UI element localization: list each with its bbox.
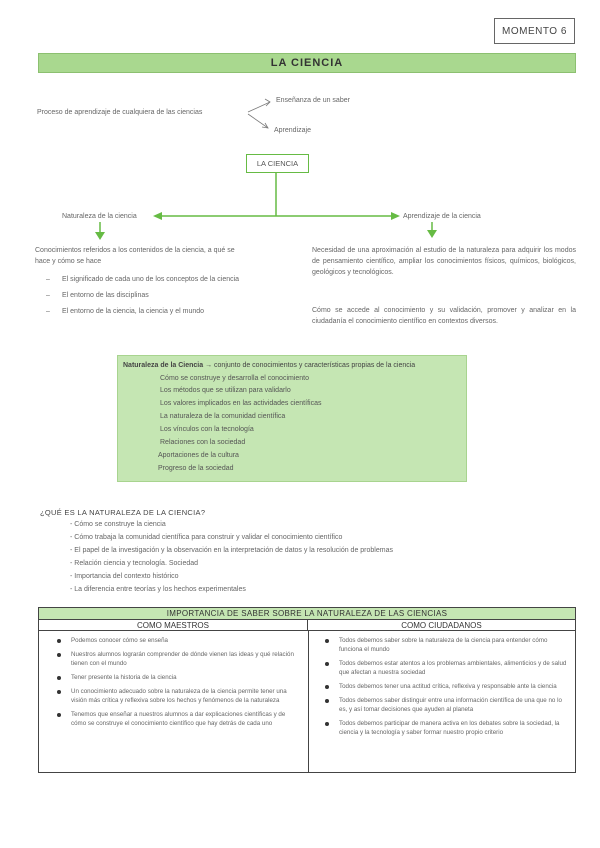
nature-item: Los valores implicados en las actividades científicas	[160, 400, 322, 407]
list-item: Un conocimiento adecuado sobre la naturaleza de la ciencia permite tener una visión más crítica y reflexiva sobre los hechos y fenómenos de la naturaleza	[55, 688, 300, 706]
page-title: LA CIENCIA	[38, 53, 576, 73]
nature-box-heading: Naturaleza de la Ciencia → conjunto de conocimientos y características propias de la ciencia	[123, 362, 416, 369]
ciudadanos-list	[323, 637, 567, 743]
column-header-ciudadanos: COMO CIUDADANOS	[308, 620, 575, 631]
table-title: IMPORTANCIA DE SABER SOBRE LA NATURALEZA DE LAS CIENCIAS	[39, 608, 575, 620]
concept-branch-aprendizaje: Aprendizaje	[274, 127, 311, 134]
importance-table	[38, 607, 576, 773]
question-line: - Importancia del contexto histórico	[70, 573, 179, 580]
right-branch-label: Aprendizaje de la ciencia	[403, 213, 481, 220]
left-bullet-item: – El entorno de las disciplinas	[46, 291, 246, 301]
question-line: - La diferencia entre teorías y los hechos experimentales	[70, 586, 246, 593]
list-item: Nuestros alumnos lograrán comprender de dónde vienen las ideas y qué relación tienen con el mundo	[55, 651, 300, 669]
nature-of-science-box	[117, 355, 467, 482]
nature-item: La naturaleza de la comunidad científica	[160, 413, 286, 420]
right-para-2: Cómo se accede al conocimiento y su validación, promover y analizar en la ciudadanía el conocimiento científico en contextos diversos.	[312, 307, 576, 325]
right-para-1: Necesidad de una aproximación al estudio de la naturaleza para adquirir los modos de pensamiento científico, ampliar los conocimientos físicos, químicos, biológicos, geológicos y tecnológicos.	[312, 247, 576, 276]
column-header-maestros: COMO MAESTROS	[39, 620, 308, 631]
question-line: - Relación ciencia y tecnología. Sociedad	[70, 560, 199, 567]
left-intro: Conocimientos referidos a los contenidos de la ciencia, a qué se hace y cómo se hace	[35, 247, 235, 265]
column-divider	[308, 631, 309, 772]
question-title: ¿QUÉ ES LA NATURALEZA DE LA CIENCIA?	[40, 508, 206, 517]
left-bullet-item: – El entorno de la ciencia, la ciencia y el mundo	[46, 307, 246, 317]
list-item: Todos debemos participar de manera activa en los debates sobre la sociedad, la ciencia y la tecnología y saber formar nuestro propio criterio	[323, 720, 567, 738]
list-item: Todos debemos estar atentos a los problemas ambientales, alimenticios y de salud que afectan a nuestra sociedad	[323, 660, 567, 678]
list-item: Todos debemos saber sobre la naturaleza de la ciencia para entender cómo funciona el mundo	[323, 637, 567, 655]
maestros-list	[55, 637, 300, 734]
question-line: - El papel de la investigación y la observación en la interpretación de datos y la resolución de problemas	[70, 547, 393, 554]
nature-item: Los vínculos con la tecnología	[160, 426, 254, 433]
list-item: Todos debemos saber distinguir entre una información científica de una que no lo es, y así tomar decisiones que ayuden al planeta	[323, 697, 567, 715]
nature-item: Cómo se construye y desarrolla el conocimiento	[160, 375, 310, 382]
concept-branch-ensenanza: Enseñanza de un saber	[276, 97, 350, 104]
center-ciencia-box: LA CIENCIA	[246, 154, 309, 173]
list-item: Tener presente la historia de la ciencia	[55, 674, 300, 683]
list-item: Tenemos que enseñar a nuestros alumnos a dar explicaciones científicas y de cómo se construye el conocimiento científico que hay detrás de cada uno	[55, 711, 300, 729]
concept-root: Proceso de aprendizaje de cualquiera de las ciencias	[37, 109, 203, 116]
nature-item: Aportaciones de la cultura	[158, 452, 239, 459]
nature-item: Progreso de la sociedad	[158, 465, 234, 472]
left-branch-label: Naturaleza de la ciencia	[62, 213, 137, 220]
nature-item: Relaciones con la sociedad	[160, 439, 246, 446]
list-item: Todos debemos tener una actitud crítica, reflexiva y responsable ante la ciencia	[323, 683, 567, 692]
left-bullet-item: – El significado de cada uno de los conceptos de la ciencia	[46, 275, 246, 285]
list-item: Podemos conocer cómo se enseña	[55, 637, 300, 646]
question-line: - Cómo se construye la ciencia	[70, 521, 166, 528]
question-line: - Cómo trabaja la comunidad científica para construir y validar el conocimiento científico	[70, 534, 343, 541]
left-bullets	[46, 275, 246, 323]
nature-item: Los métodos que se utilizan para validarlo	[160, 387, 291, 394]
momento-label: MOMENTO 6	[494, 18, 575, 44]
